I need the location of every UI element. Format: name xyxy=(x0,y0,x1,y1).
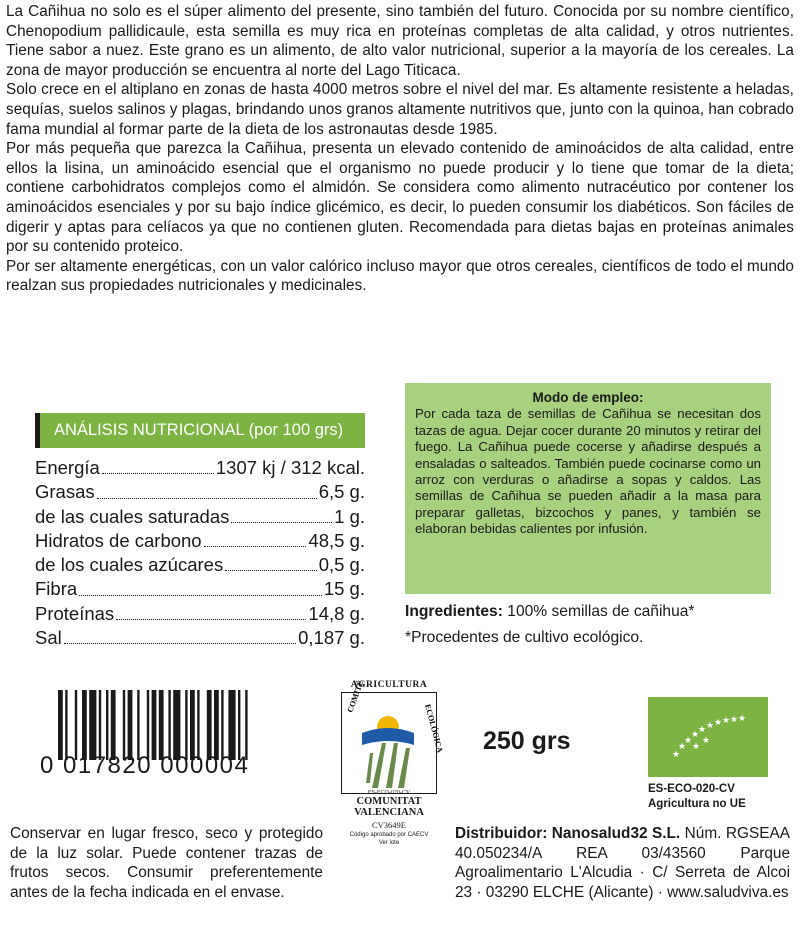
leader-dots xyxy=(204,546,307,547)
ingredientes-text: 100% semillas de cañihua* xyxy=(507,603,695,620)
nutrition-label: Sal xyxy=(35,627,62,649)
ingredientes xyxy=(405,602,795,622)
nutrition-value: 0,187 g. xyxy=(298,627,365,649)
leader-dots xyxy=(64,643,296,644)
eu-star-icon: ★ xyxy=(701,736,711,746)
nutrition-row-proteinas xyxy=(35,602,365,626)
distributor-label: Distribuidor: Nanosalud32 S.L. xyxy=(455,825,681,842)
seal-plant-icon xyxy=(372,743,386,788)
seal-left-arc: COMITÉ xyxy=(345,679,366,714)
distributor-text: Núm. RGSEAA 40.050234/A REA 03/43560 Parque Agroalimentario L'Alcudia · C/ Serreta de Alcoi 23 · 03290 ELCHE (Alicante) · www.saludviva.es xyxy=(455,825,791,901)
leader-dots xyxy=(231,522,332,523)
eu-star-icon: ★ xyxy=(671,750,681,760)
eu-star-icon: ★ xyxy=(729,715,739,725)
eu-star-icon: ★ xyxy=(683,736,693,746)
nutrition-row-azucares xyxy=(35,553,365,577)
seal-code: ES-ECO-020-CV xyxy=(367,790,411,796)
leader-dots xyxy=(97,498,317,499)
nutrition-value: 14,8 g. xyxy=(308,602,365,624)
modo-de-empleo-box xyxy=(405,383,771,594)
nutrition-value: 1 g. xyxy=(334,505,365,527)
ingredientes-label: Ingredientes: xyxy=(405,603,503,620)
eu-star-icon: ★ xyxy=(690,730,700,740)
nutrition-row-hidratos xyxy=(35,529,365,553)
leader-dots xyxy=(225,570,317,571)
eu-organic-logo xyxy=(648,697,768,777)
nutrition-label: Hidratos de carbono xyxy=(35,529,202,551)
eu-leaf-icon xyxy=(648,697,768,777)
leader-dots xyxy=(116,619,306,620)
distributor-info xyxy=(455,824,790,902)
seal-note-line: Código aprobado por CAECV xyxy=(349,832,429,838)
modo-title: Modo de empleo: xyxy=(532,390,644,405)
leader-dots xyxy=(102,473,214,474)
seal-name: COMUNITAT VALENCIANA xyxy=(354,796,424,818)
nutrition-value: 1307 kj / 312 kcal. xyxy=(215,457,365,478)
barcode-digits: 0 017820 000004 xyxy=(40,752,250,779)
nutrition-row-fibra xyxy=(35,577,365,601)
barcode-bars xyxy=(58,690,308,760)
nutrition-row-energia xyxy=(35,456,365,480)
seal-sea-icon xyxy=(362,728,414,745)
intro-paragraph: Solo crece en el altiplano en zonas de hasta 4000 metros sobre el nivel del mar. Es altamente resistente a heladas, sequías, suelos salinos y plagas, brindando unos granos altamente nutritivos que, junto con la quinoa, han cobrado fama mundial al formar parte de la dieta de los astronautas desde 1985. xyxy=(6,81,794,138)
eu-star-icon: ★ xyxy=(691,742,701,752)
intro-paragraph: Por ser altamente energéticas, con un valor calórico incluso mayor que otros cereales, científicos de todo el mundo realzan sus propiedades nutricionales y medicinales. xyxy=(6,257,794,295)
nutrition-header: ANÁLISIS NUTRICIONAL (por 100 grs) xyxy=(35,413,365,448)
nutrition-value: 0,5 g. xyxy=(318,554,365,576)
organic-certification-seal xyxy=(337,679,445,846)
ingredientes-note: *Procedentes de cultivo ecológico. xyxy=(405,629,644,646)
leader-dots xyxy=(79,595,322,596)
barcode xyxy=(40,690,305,790)
nutrition-value: 15 g. xyxy=(323,578,365,600)
storage-instructions: Conservar en lugar fresco, seco y protegido de la luz solar. Puede contener trazas de frutos secos. Consumir preferentemente antes de la fecha indicada en el envase. xyxy=(10,825,323,901)
eu-control-code: ES-ECO-020-CV xyxy=(648,783,735,795)
seal-note xyxy=(337,832,441,847)
nutrition-label: Grasas xyxy=(35,481,95,503)
nutrition-row-sal xyxy=(35,626,365,650)
nutrition-label: Energía xyxy=(35,457,100,478)
nutrition-value: 6,5 g. xyxy=(318,481,365,503)
seal-cv-number: CV3649E xyxy=(372,820,406,830)
modo-text: Por cada taza de semillas de Cañihua se necesitan dos tazas de agua. Dejar cocer durante 20 minutos y retirar del fuego. La Cañihua puede cocerse y añadirse después a ensaladas o salteados. También puede cocinarse como un arroz con verduras o añadirse a sopas y caldos. Las semillas de Cañihua se pueden añadir a la masa para preparar galletas, bizcochos y panes, y también se elaboran bebidas calientes por infusión. xyxy=(415,406,761,537)
intro-paragraph: Por más pequeña que parezca la Cañihua, presenta un elevado contenido de aminoácidos de alta calidad, entre ellos la lisina, un aminoácido esencial que el organismo no puede producir y lo tiene que tomar de la dieta; contiene carbohidratos complejos como el almidón. Se considera como alimento nutracéutico por contener los aminoácidos esenciales y por su bajo índice glicémico, es decir, lo pueden consumir los diabéticos. Son fáciles de digerir y aptas para celíacos ya que no contienen gluten. Recomendada para dietas bajas en proteínas animales por su contenido proteico. xyxy=(6,140,794,256)
nutrition-row-grasas xyxy=(35,480,365,504)
eu-star-icon: ★ xyxy=(697,725,707,735)
nutrition-row-saturadas xyxy=(35,505,365,529)
seal-top-text: AGRICULTURA xyxy=(350,680,428,690)
seal-note-line: Ver lote xyxy=(378,839,400,846)
eu-star-icon: ★ xyxy=(713,718,723,728)
eu-star-icon: ★ xyxy=(737,714,747,724)
eu-origin: Agricultura no UE xyxy=(648,798,746,810)
nutrition-table xyxy=(35,456,365,650)
nutrition-label: Fibra xyxy=(35,578,78,600)
nutrition-label: de las cuales saturadas xyxy=(35,505,230,527)
eu-star-icon: ★ xyxy=(721,716,731,726)
nutrition-label: de los cuales azúcares xyxy=(35,554,224,576)
intro-text xyxy=(6,2,794,296)
eu-star-icon: ★ xyxy=(705,721,715,731)
nutrition-value: 48,5 g. xyxy=(308,529,365,551)
seal-right-arc: ECOLÓGICA xyxy=(423,703,445,754)
intro-paragraph: La Cañihua no solo es el súper alimento del presente, sino también del futuro. Conocida por su nombre científico, Chenopodium pallidicaule, esta semilla es muy rica en proteínas completas de alta calidad, y otros nutrientes. Tiene sabor a nuez. Este grano es un alimento, de alto valor nutricional, superior a la mayoría de los cereales. La zona de mayor producción se encuentra al norte del Lago Titicaca. xyxy=(6,3,794,79)
nutrition-label: Proteínas xyxy=(35,602,115,624)
eu-star-icon: ★ xyxy=(677,742,687,752)
net-weight: 250 grs xyxy=(483,727,571,755)
